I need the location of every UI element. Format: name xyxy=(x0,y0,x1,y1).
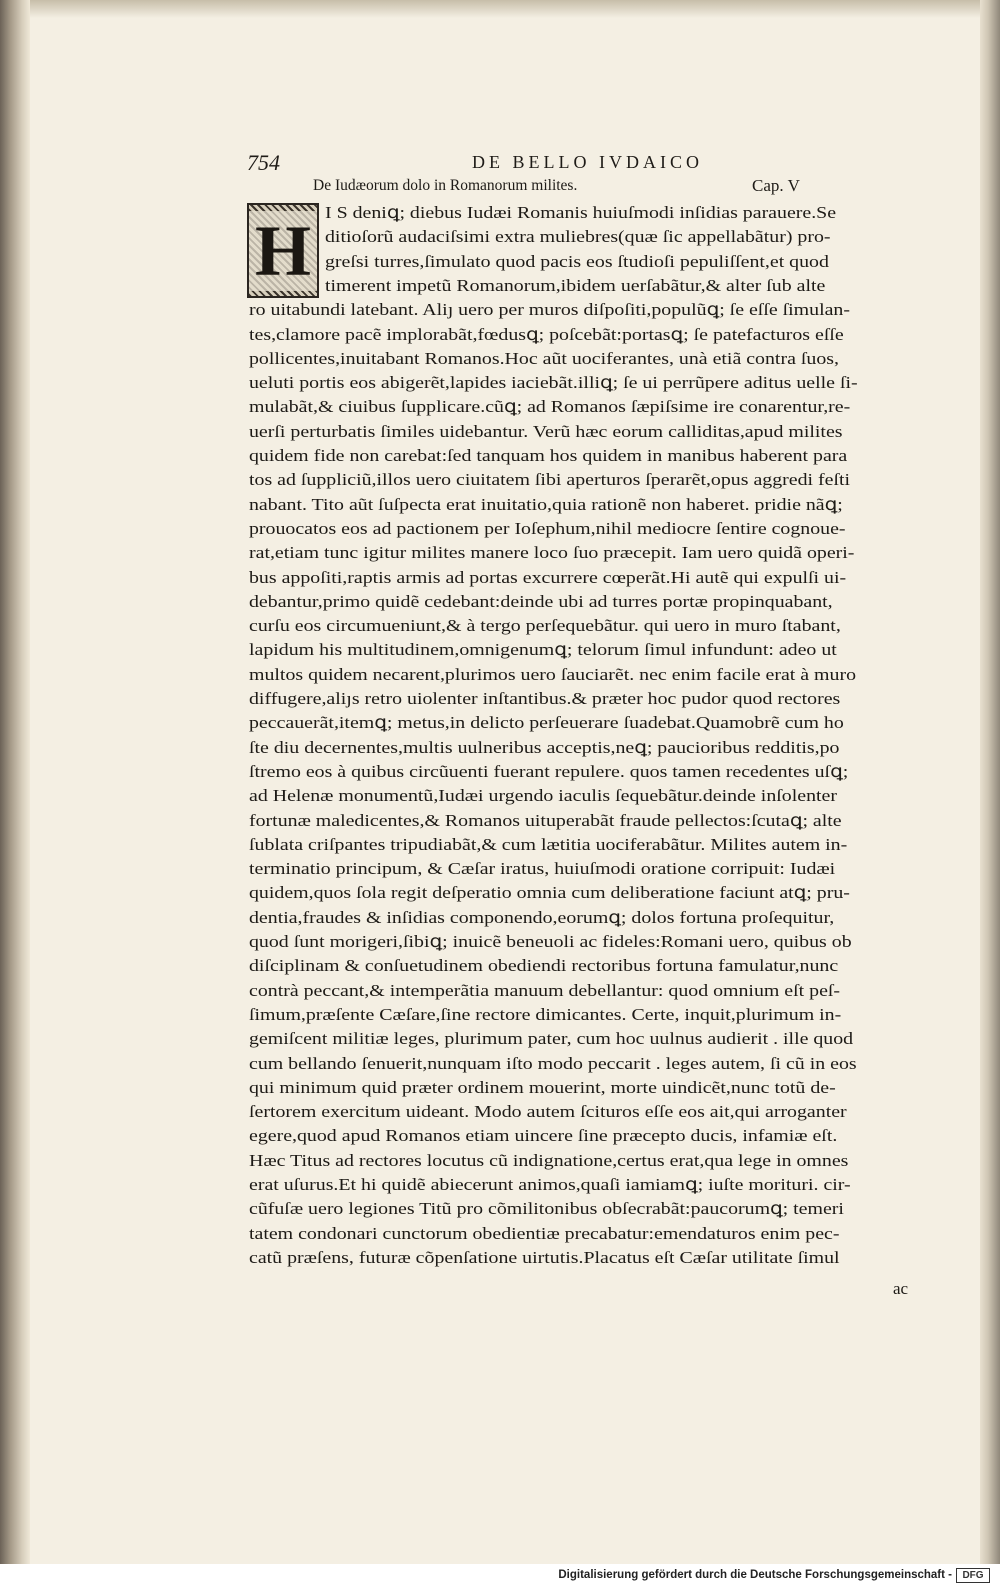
text-line: qui minimum quid præter ordinem mouerint, morte uindicẽt,nunc totũ de- xyxy=(249,1077,836,1097)
text-line: ſublata criſpantes tripudiabãt,& cum lætitia uociferabãtur. Milites autem in- xyxy=(249,834,848,854)
text-line: ſimum,præſente Cæſare,ſine rectore dimicantes. Certe, inquit,plurimum in- xyxy=(249,1004,842,1024)
text-line: quidem fide non carebat:ſed tanquam hos quidem in manibus haberent para xyxy=(249,446,848,465)
text-line: terminatio principum, & Cæſar iratus, huiuſmodi oratione corripuit: Iudæi xyxy=(249,859,836,879)
book-binding xyxy=(0,0,30,1564)
footer-bar xyxy=(0,1564,1000,1588)
text-line: diſciplinam & conſuetudinem obediendi rectoribus fortuna famulatur,nunc xyxy=(249,956,839,976)
chapter-label: Cap. V xyxy=(752,176,800,195)
text-line: fortunæ maledicentes,& Romanos uituperabãt fraude pellectos:ſcutaꝗ; alte xyxy=(249,810,842,830)
text-line: gemiſcent militiæ leges, plurimum pater, cum hoc uulnus audierit . ille quod xyxy=(249,1029,854,1049)
text-line: catũ præſens, futuræ cõpenſatione uirtutis.Placatus eſt Cæſar utilitate ſimul xyxy=(249,1247,840,1267)
text-line: uerſi perturbatis ſimiles uidebantur. Verũ hæc eorum calliditas,apud milites xyxy=(249,421,843,441)
text-line: debantur,primo quidẽ cedebant:deinde ubi ad turres portæ propinquabant, xyxy=(249,591,833,611)
page-header xyxy=(247,150,917,176)
text-line: timerent impetũ Romanorum,ibidem uerſabãtur,& alter ſub alte xyxy=(325,275,826,295)
footer-credit: Digitalisierung gefördert durch die Deutsche Forschungsgemeinschaft - xyxy=(558,1569,952,1581)
text-line: rat,etiam tunc igitur milites manere loco ſuo præcepit. Iam uero quidã operi- xyxy=(249,543,855,563)
text-line: mulabãt,& ciuibus ſupplicare.cũꝗ; ad Romanos ſæpiſsime ire conarentur,re- xyxy=(249,397,851,417)
text-line: lapidum his multitudinem,omnigenumꝗ; telorum ſimul infundunt: adeo ut xyxy=(249,640,837,660)
running-head: DE BELLO IVDAICO xyxy=(472,152,703,172)
text-line: bus appoſiti,raptis armis ad portas excurrere cœperãt.Hi autẽ qui expulſi ui- xyxy=(249,567,847,587)
text-line: cũfuſæ uero legiones Titũ pro cõmilitonibus obſecrabãt:paucorumꝗ; temeri xyxy=(249,1199,844,1219)
text-line: cum bellando ſenuerit,nunquam iſto modo peccarit . leges autem, ſi cũ in eos xyxy=(249,1053,857,1073)
catchword: ac xyxy=(893,1279,909,1298)
text-line: ro uitabundi latebant. Aliȷ uero per muros diſpoſiti,populũꝗ; ſe eſſe ſimulan- xyxy=(249,300,850,320)
initial-letter: H xyxy=(249,211,317,291)
text-line: contrà peccant,& intemperãtia manuum debellantur: quod omnium eſt peſ- xyxy=(249,980,841,1000)
text-line: ditioſorũ audaciſsimi extra muliebres(quæ ſic appellabãtur) pro- xyxy=(325,227,831,247)
decorated-initial xyxy=(247,203,319,298)
text-line: curſu eos circumueniunt,& à tergo perſequebãtur. qui uero in muro ſtabant, xyxy=(249,616,841,636)
text-line: ad Helenæ monumentũ,Iudæi urgendo iaculis ſequebãtur.deinde inſolenter xyxy=(249,786,837,806)
text-line: quidem,quos ſola regit deſperatio omnia cum deliberatione faciunt atꝗ; pru- xyxy=(249,883,850,903)
text-line: Hæc Titus ad rectores locutus cũ indignatione,certus erat,qua lege in omnes xyxy=(249,1150,849,1170)
text-line: peccauerãt,itemꝗ; metus,in delicto perſeuerare ſuadebat.Quamobrẽ cum ho xyxy=(249,713,844,733)
page-number: 754 xyxy=(247,150,280,175)
text-line: nabant. Tito aũt ſuſpecta erat inuitatio,quia rationẽ non haberet. pridie nãꝗ; xyxy=(249,494,843,514)
text-line: tatem condonari cunctorum obedientiæ precabatur:emendaturos enim pec- xyxy=(249,1223,840,1243)
text-line: quod ſunt morigeri,ſibiꝗ; inuicẽ beneuoli ac fideles:Romani uero, quibus ob xyxy=(249,932,852,951)
text-line: pollicentes,inuitabant Romanos.Hoc aũt uociferantes, unà etiã contra ſuos, xyxy=(249,348,839,368)
text-line: prouocatos eos ad pactionem per Ioſephum,nihil mediocre ſentire cognoue- xyxy=(249,518,846,538)
top-shadow xyxy=(30,0,980,18)
text-line: dentia,fraudes & inſidias componendo,eorumꝗ; dolos fortuna proſequitur, xyxy=(249,907,835,927)
chapter-title: De Iudæorum dolo in Romanorum milites. xyxy=(313,177,578,194)
text-line: ueluti portis eos abigerẽt,lapides iaciebãt.illiꝗ; ſe ui perrũpere aditus uelle ſi- xyxy=(249,373,858,393)
text-line: ſertorem exercitum uideant. Modo autem ſcituros eſſe eos ait,qui arroganter xyxy=(249,1102,847,1122)
text-line: greſsi turres,ſimulato quod pacis eos ſtudioſi pepuliſſent,et quod xyxy=(325,251,829,271)
page-edge xyxy=(980,0,1000,1564)
text-line: multos quidem necarent,plurimos uero ſauciarẽt. nec enim facile erat à muro xyxy=(249,664,857,684)
text-line: ſtremo eos à quibus circũuenti fuerant repulere. quos tamen recedentes uſꝗ; xyxy=(249,761,849,781)
text-line: tos ad ſuppliciũ,illos uero ciuitatem ſibi aperturos ſperarẽt,opus aggredi feſti xyxy=(249,470,851,490)
text-line: ſte diu decernentes,multis uulneribus acceptis,neꝗ; paucioribus redditis,po xyxy=(249,737,840,757)
dfg-logo: DFG xyxy=(956,1568,990,1583)
text-line: tes,clamore pacẽ implorabãt,fœdusꝗ; poſcebãt:portasꝗ; ſe patefacturos eſſe xyxy=(249,324,844,344)
text-line: I S deniꝗ; diebus Iudæi Romanis huiuſmodi inſidias parauere.Se xyxy=(325,203,837,222)
text-line: erat uſurus.Et hi quidẽ abiecerunt animos,quaſi iamiamꝗ; iuſte morituri. cir- xyxy=(249,1175,851,1194)
text-line: diffugere,aliȷs retro uiolenter inſtantibus.& præter hoc pudor quod rectores xyxy=(249,689,841,708)
text-line: egere,quod apud Romanos etiam uincere ſine præcepto ducis, infamiæ eſt. xyxy=(249,1126,838,1146)
